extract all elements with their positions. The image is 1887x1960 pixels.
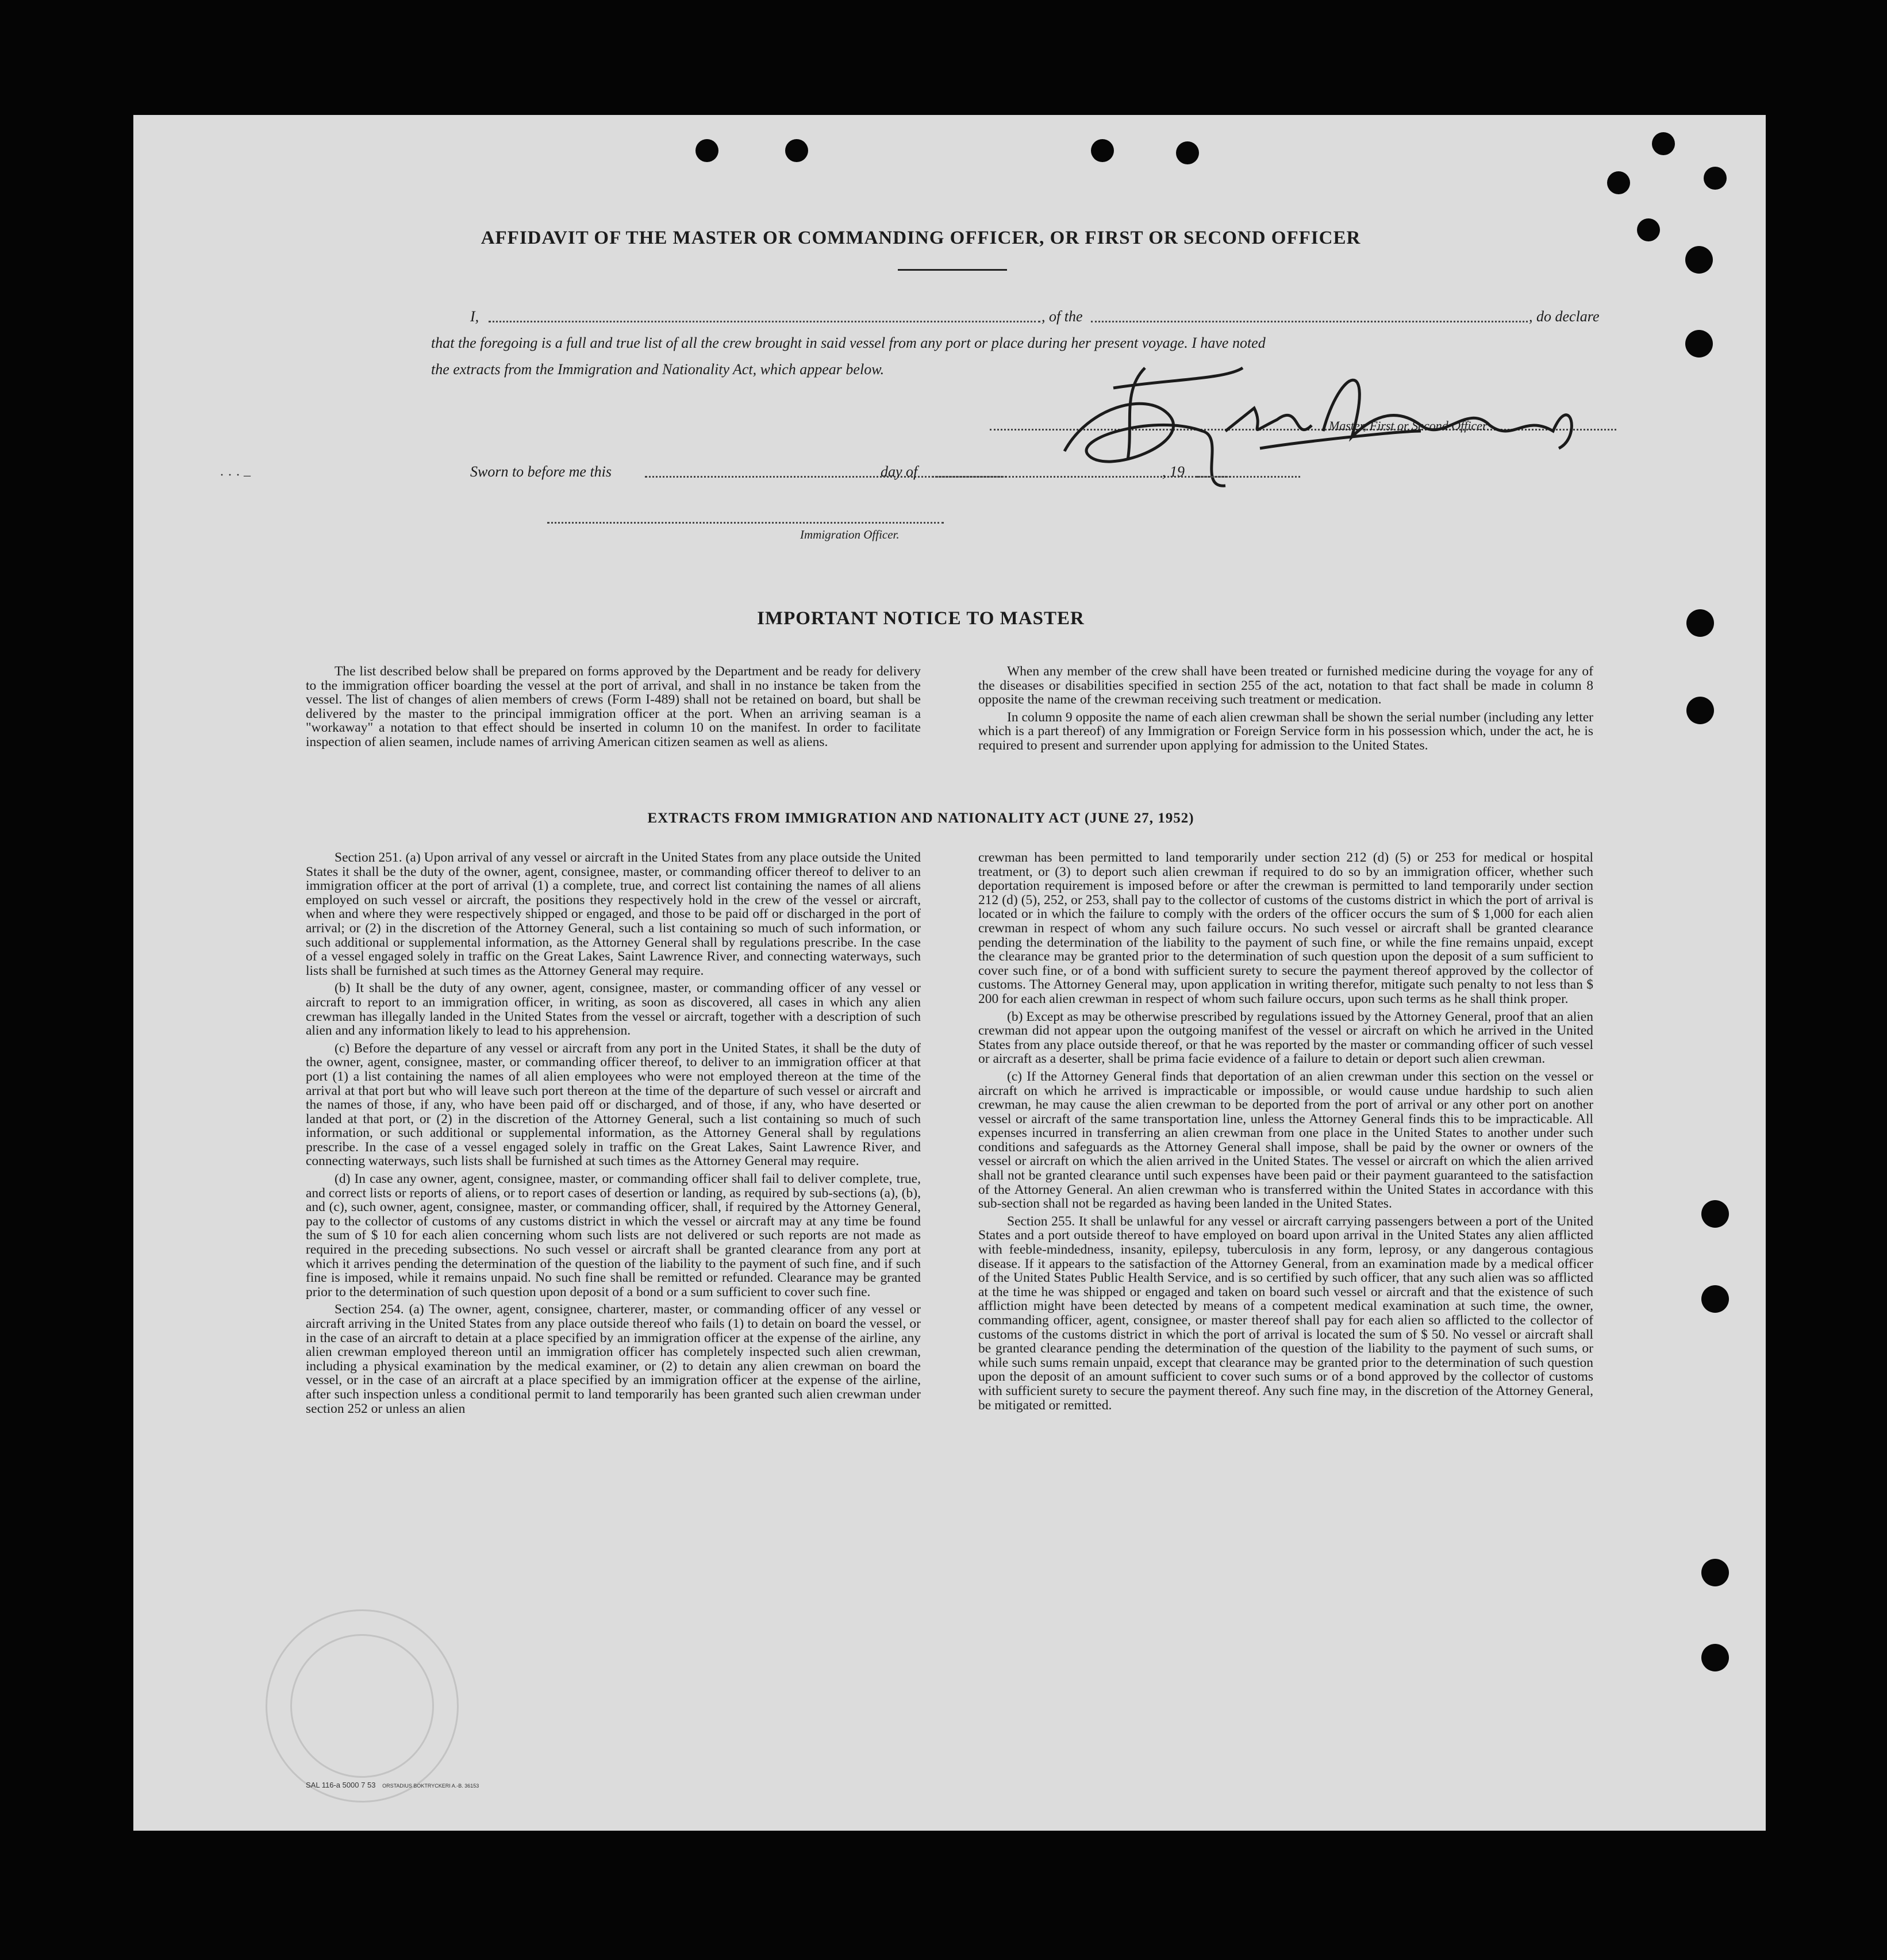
printer-credit: ORSTADIUS BOKTRYCKERI A.-B. 36153 <box>382 1783 479 1789</box>
punch-hole <box>1701 1200 1729 1228</box>
i-label: I, <box>470 308 479 325</box>
punch-hole <box>1686 609 1714 637</box>
punch-hole <box>785 139 808 162</box>
extracts-left-column <box>306 851 921 1419</box>
statement-line-1: that the foregoing is a full and true list of all the crew brought in said vessel from any port or place during her present voyage. I have noted <box>431 335 1266 351</box>
punch-hole <box>1704 167 1727 190</box>
punch-hole <box>1176 141 1199 164</box>
punch-hole <box>1637 218 1660 241</box>
section-254-a: Section 254. (a) The owner, agent, consignee, charterer, master, or commanding officer of any vessel or aircraft arriving in the United States from any place outside thereof who fails (1) to detain on board the vessel, or in the case of an aircraft to detain at a place specified by an immigration officer at the expense of the airline, any alien crewman employed thereon until an immigration officer has completely inspected such alien crewman, including a physical examination by the medical examiner, or (2) to detain any alien crewman on board the vessel, or in the case of an aircraft at a place specified by an immigration officer at the expense of the airline, after such inspection unless a conditional permit to land temporarily has been granted such alien crewman under section 252 or unless an alien <box>306 1302 921 1416</box>
section-251-b: (b) It shall be the duty of any owner, agent, consignee, master, or commanding officer of any vessel or aircraft to report to an immigration officer, in writing, as soon as discovered, all cases in which any alien crewman has illegally landed in the United States from the vessel or aircraft, together with a description of such alien and any information likely to lead to his apprehension. <box>306 981 921 1039</box>
extracts-right-column <box>978 851 1593 1416</box>
punch-hole <box>1652 132 1675 155</box>
punch-hole <box>1701 1559 1729 1586</box>
section-251-d: (d) In case any owner, agent, consignee, master, or commanding officer shall fail to deliver complete, true, and correct lists or reports of aliens, or to report cases of desertion or landing, as required by sub-sections (a), (b), and (c), such owner, agent, consignee, master, or commanding officer, shall, if required by the Attorney General, pay to the collector of customs of any customs district in which the vessel or aircraft may at any time be found the sum of $ 10 for each alien concerning whom such lists are not delivered or such reports are not made as required in the preceding subsections. No such vessel or aircraft shall be granted clearance from any port at which it arrives pending the determination of the question of the liability to the payment of such fine, and if such fine is imposed, while it remains unpaid. No such fine shall be remitted or refunded. Clearance may be granted prior to the determination of such question upon deposit of a bond or a sum sufficient to cover such fine. <box>306 1171 921 1300</box>
sworn-label: Sworn to before me this <box>470 463 612 480</box>
punch-hole <box>1686 697 1714 724</box>
notice-title: IMPORTANT NOTICE TO MASTER <box>757 608 1085 629</box>
section-254-a-continued: crewman has been permitted to land temporarily under section 212 (d) (5) or 253 for medical or hospital treatment, or (3) to deport such alien crewman if required to do so by an immigration officer, whether such deportation requirement is imposed before or after the crewman is permitted to land temporarily under section 212 (d) (5), 252, or 253, shall pay to the collector of customs of the customs district in which the port of arrival is located or in which the failure to comply with the orders of the officer occurs the sum of $ 1,000 for each alien crewman in respect of whom any such failure occurs. No such vessel or aircraft shall be granted clearance pending the determination of the liability to the payment of such fine, or while the fine remains unpaid, except the clearance may be granted prior to the determination of such question upon the deposit of a sum sufficient to cover such fine, or of a bond with sufficient surety to secure the payment thereof approved by the collector of customs. The Attorney General may, upon application in writing therefor, mitigate such penalty to not less than $ 200 for each alien crewman in respect of whom such failure occurs, upon such terms as he shall think proper. <box>978 850 1593 1006</box>
punch-hole <box>1091 139 1114 162</box>
affidavit-title: AFFIDAVIT OF THE MASTER OR COMMANDING OFFICER, OR FIRST OR SECOND OFFICER <box>481 228 1361 248</box>
day-of-label: day of <box>881 463 918 480</box>
statement-line-2: the extracts from the Immigration and Nationality Act, which appear below. <box>431 361 885 378</box>
officer-caption: Immigration Officer. <box>800 528 900 541</box>
embossed-seal-inner-ring <box>290 1634 434 1778</box>
notice-right-paragraph-2: In column 9 opposite the name of each alien crewman shall be shown the serial number (including any letter which is a part thereof) of any Immigration or Foreign Service form in his possession which, under the act, he is required to present and surrender upon applying for admission to the United States. <box>978 709 1593 753</box>
notice-left-column <box>306 664 921 753</box>
sworn-month-field[interactable] <box>932 476 1300 478</box>
year-label: , 19 <box>1162 463 1185 480</box>
form-number <box>306 1781 479 1789</box>
officer-signature-line[interactable] <box>547 522 944 524</box>
do-declare-label: , do declare <box>1529 308 1600 325</box>
vessel-field[interactable] <box>1091 321 1528 322</box>
notice-right-paragraph-1: When any member of the crew shall have been treated or furnished medicine during the voyage for any of the diseases or disabilities specified in section 255 of the act, notation to that fact shall be made in column 8 opposite the name of the crewman receiving such treatment or medication. <box>978 664 1593 708</box>
section-251-a: Section 251. (a) Upon arrival of any vessel or aircraft in the United States from any place outside the United States it shall be the duty of the owner, agent, consignee, master, or commanding officer thereof to deliver to an immigration officer at the port of arrival (1) a complete, true, and correct list containing the names of all aliens employed on such vessel or aircraft, the positions they respectively hold in the crew of the vessel or aircraft, when and where they were respectively shipped or engaged, and those to be paid off or discharged in the port of arrival; or (2) in the discretion of the Attorney General, such a list containing so much of such information, or such additional or supplemental information, as the Attorney General shall by regulations prescribe. In the case of a vessel engaged solely in traffic on the Great Lakes, Saint Lawrence River, and connecting waterways, such lists shall be furnished at such times as the Attorney General may require. <box>306 850 921 978</box>
master-caption: Master, First or Second Officer <box>1329 418 1488 433</box>
embossed-seal <box>266 1609 459 1803</box>
notice-left-paragraph: The list described below shall be prepared on forms approved by the Department and be ready for delivery to the immigration officer boarding the vessel at the port of arrival, and shall in no instance be taken from the vessel. The list of changes of alien members of crews (Form I-489) shall not be retained on board, but shall be delivered by the master to the principal immigration officer at the port. When an arriving seaman is a "workaway" a notation to that effect should be inserted in column 10 on the manifest. In order to facilitate inspection of alien seamen, include names of arriving American citizen seamen as well as aliens. <box>306 664 921 750</box>
document-page <box>133 115 1766 1831</box>
title-rule <box>898 269 1007 271</box>
punch-hole <box>695 139 718 162</box>
of-the-label: , of the <box>1041 308 1083 325</box>
punch-hole <box>1607 171 1630 194</box>
margin-marks: · · · – <box>220 468 251 483</box>
punch-hole <box>1701 1285 1729 1313</box>
punch-hole <box>1701 1644 1729 1671</box>
form-number-text: SAL 116-a 5000 7 53 <box>306 1781 376 1789</box>
notice-right-column <box>978 664 1593 756</box>
punch-hole <box>1685 246 1713 274</box>
section-254-b: (b) Except as may be otherwise prescribed by regulations issued by the Attorney General, proof that an alien crewman did not appear upon the outgoing manifest of the vessel or aircraft on which he arrived in the United States from any place outside thereof, or that he was reported by the master or commanding officer of such vessel or aircraft as a deserter, shall be prima facie evidence of a failure to detain or deport such alien crewman. <box>978 1009 1593 1067</box>
section-255: Section 255. It shall be unlawful for any vessel or aircraft carrying passengers between a port of the United States and a port outside thereof to have employed on board upon arrival in the United States any alien afflicted with feeble-mindedness, insanity, epilepsy, tuberculosis in any form, leprosy, or any dangerous contagious disease. If it appears to the satisfaction of the Attorney General, from an examination made by a medical officer of the United States Public Health Service, and is so certified by such officer, that any such alien was so afflicted at the time he was shipped or engaged and taken on board such vessel or aircraft and that the existence of such affliction might have been detected by means of a competent medical examination at such time, the owner, commanding officer, agent, consignee, or master thereof shall pay for each alien so afflicted to the collector of customs of the customs district in which the port of arrival is located the sum of $ 50. No vessel or aircraft shall be granted clearance pending the determination of the question of the liability to the payment of such sums, or while such sums remain unpaid, except that clearance may be granted prior to the determination of such question upon the deposit of an amount sufficient to cover such sums or of a bond approved by the collector of customs with sufficient surety to secure the payment thereof. Any such fine may, in the discretion of the Attorney General, be mitigated or remitted. <box>978 1213 1593 1413</box>
name-field[interactable] <box>489 321 1040 322</box>
section-251-c: (c) Before the departure of any vessel or aircraft from any port in the United States, it shall be the duty of the owner, agent, consignee, master, or commanding officer thereof, to deliver to an immigration officer at that port (1) a list containing the names of all alien employees who were not employed thereon at the time of the arrival at that port but who will leave such port thereon at the time of the departure of such vessel or aircraft and the names of those, if any, who have been paid off or discharged, and of those, if any, who have deserted or landed at that port, or (2) in the discretion of the Attorney General, such a list containing so much of such information, or such additional or supplemental information, as the Attorney General shall by regulations prescribe. In the case of a vessel engaged solely in traffic on the Great Lakes, Saint Lawrence River, and connecting waterways, such lists shall be furnished at such times as the Attorney General may require. <box>306 1040 921 1169</box>
extracts-title: EXTRACTS FROM IMMIGRATION AND NATIONALITY ACT (JUNE 27, 1952) <box>647 810 1194 826</box>
section-254-c: (c) If the Attorney General finds that deportation of an alien crewman under this section on the vessel or aircraft on which he arrived is impracticable or impossible, or would cause undue hardship to such alien crewman, he may cause the alien crewman to be deported from the port of arrival or any other port on another vessel or aircraft of the same transportation line, unless the Attorney General finds this to be impracticable. All expenses incurred in transferring an alien crewman from one place in the United States to another under such conditions and safeguards as the Attorney General shall impose, shall be paid by the owner or owners of the vessel or aircraft on which the alien arrived in the United States. The vessel or aircraft on which the alien arrived shall not be granted clearance until such expenses have been paid or their payment guaranteed to the satisfaction of the Attorney General. An alien crewman who is transferred within the United States in accordance with this sub-section shall not be regarded as having been landed in the United States. <box>978 1069 1593 1212</box>
sworn-year-field[interactable] <box>1197 476 1231 478</box>
punch-hole <box>1685 330 1713 358</box>
